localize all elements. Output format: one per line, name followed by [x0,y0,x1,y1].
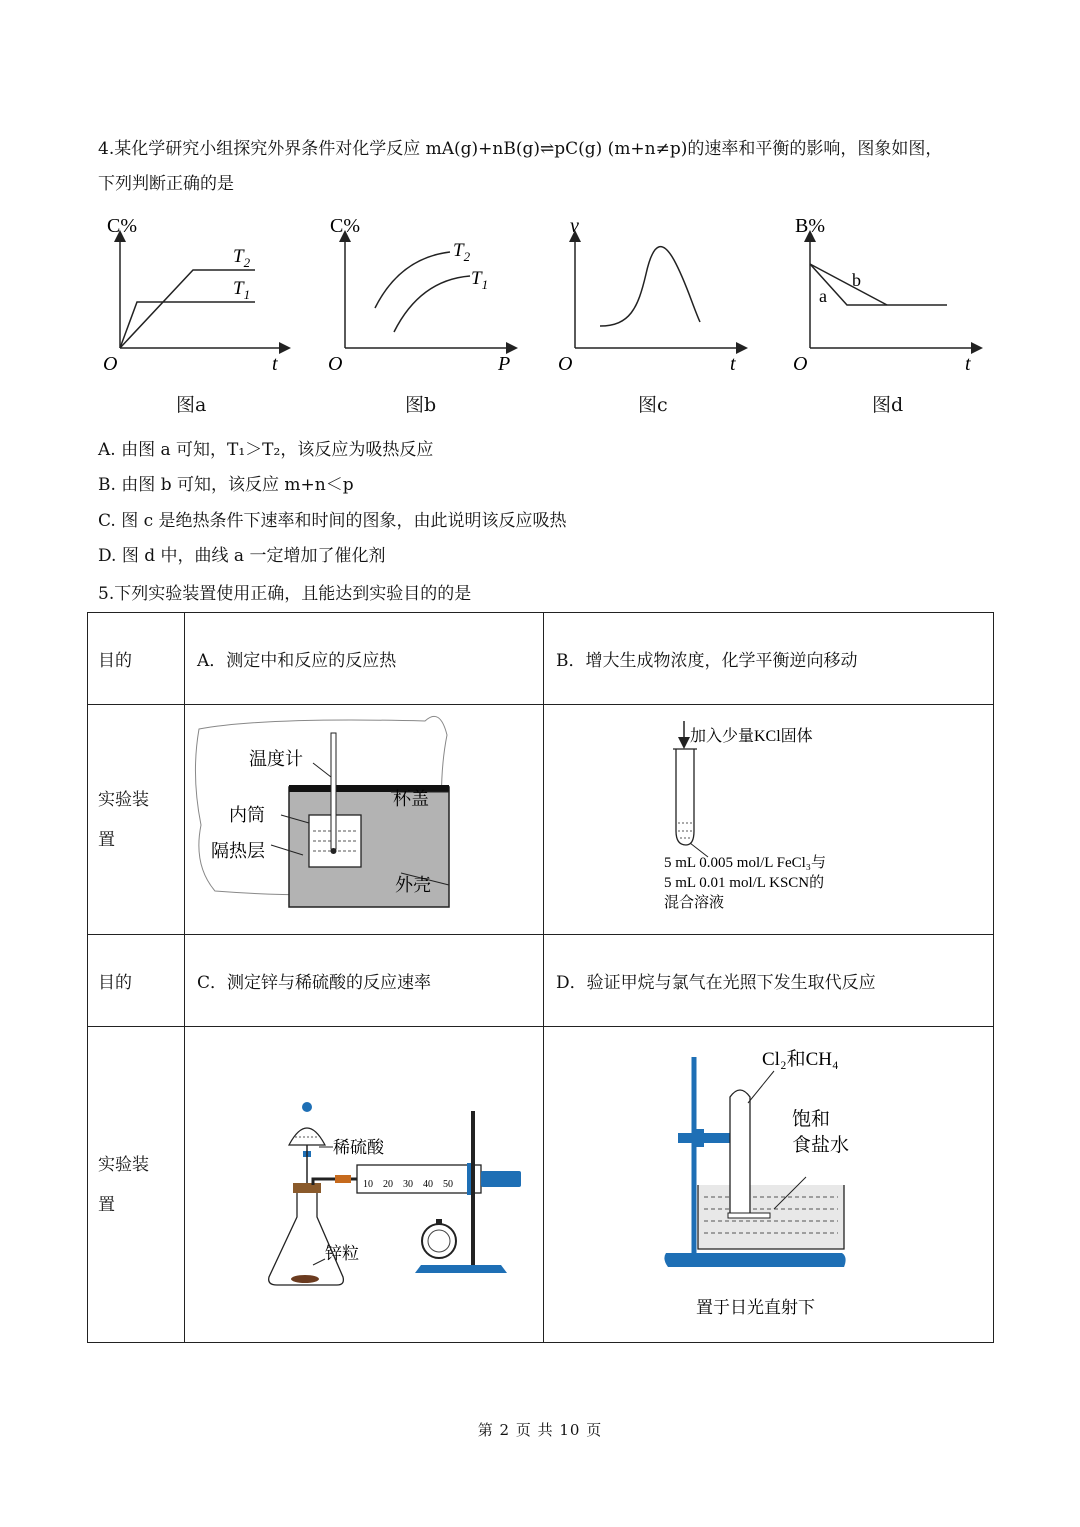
syringe-tick: 30 [403,1179,413,1190]
label-lid: 杯盖 [393,789,429,809]
label-brine-1: 饱和 [792,1109,831,1130]
funnel-stopper [302,1102,312,1112]
label-shell: 外壳 [395,875,431,895]
label-inner: 内筒 [229,805,265,825]
q4-option-b: B. 由图 b 可知，该反应 m+n＜p [98,475,354,495]
label-zinc: 锌粒 [325,1244,359,1263]
figure-d-caption: 图d [872,394,904,416]
y-axis-label: v [570,215,579,237]
label-sunlight-note: 置于日光直射下 [696,1298,815,1317]
origin-label: O [328,353,343,375]
figure-a [95,208,295,378]
table-row [88,613,994,705]
curve-label-b: b [852,270,861,290]
methane-chlorination-diagram [544,1027,981,1337]
stopwatch [422,1224,456,1258]
label-add-kcl: 加入少量KCl固体 [690,728,813,745]
water-trough [698,1185,844,1249]
table-row [88,1027,994,1343]
conical-flask [269,1191,344,1285]
cell-apparatus-c [185,1027,544,1343]
label-solution-1: 5 mL 0.005 mol/L FeCl₃与 [664,855,827,871]
y-axis-label: B% [795,215,825,237]
stopwatch-crown [436,1219,442,1224]
cell-apparatus-b [544,705,994,935]
origin-label: O [103,353,118,375]
syringe-tick: 20 [383,1179,393,1190]
label-gas: Cl₂和CH₄ [762,1049,839,1070]
q5-stem: 5.下列实验装置使用正确，且能达到实验目的的是 [98,584,472,604]
x-axis-label: t [730,353,736,375]
q4-option-a: A. 由图 a 可知，T₁＞T₂，该反应为吸热反应 [98,440,434,460]
curve-t2 [375,252,450,308]
origin-label: O [793,353,808,375]
cell-purpose-c: C．测定锌与稀硫酸的反应速率 [185,935,544,1027]
row-label-apparatus [88,1027,185,1343]
syringe-plunger [481,1171,521,1187]
test-tube-diagram [544,705,981,929]
curve-label-a: a [819,286,827,306]
curve-a [810,264,947,305]
curve-t1 [394,276,470,332]
origin-label: O [558,353,573,375]
figure-a-caption: 图a [176,394,207,416]
curve-label-t2: $T_2$ [453,240,471,264]
leader-line [748,1071,774,1103]
row-label-purpose: 目的 [88,935,185,1027]
q4-option-d: D. 图 d 中，曲线 a 一定增加了催化剂 [98,546,386,566]
figure-c-caption: 图c [638,394,668,416]
curve-label-t1: $T_1$ [233,278,251,302]
rubber-tube [335,1175,351,1183]
figure-c [550,208,750,378]
y-axis-label: C% [330,215,360,237]
flask-stopper [293,1183,321,1193]
row-label-purpose: 目的 [88,613,185,705]
figure-b-caption: 图b [405,394,437,416]
calorimeter-diagram [185,705,531,929]
curve-label-t2: $T_2$ [233,246,251,270]
cell-purpose-a: A．测定中和反应的反应热 [185,613,544,705]
clamp-boss [694,1129,704,1147]
stand-base [664,1253,845,1267]
syringe-tick: 50 [443,1179,453,1190]
rate-curve [600,247,700,326]
cell-purpose-b: B．增大生成物浓度，化学平衡逆向移动 [544,613,994,705]
x-axis-label: P [498,353,511,375]
experiment-table [87,612,994,1343]
stand-base [415,1265,507,1273]
zinc-rate-diagram [185,1027,531,1337]
label-sulfuric-acid: 稀硫酸 [333,1138,384,1157]
cell-apparatus-a [185,705,544,935]
label-insulation: 隔热层 [211,841,265,861]
leader-line [313,763,331,777]
row-label-apparatus-text: 实验装置 [98,789,149,850]
label-solution-3: 混合溶液 [664,895,725,911]
row-label-apparatus [88,705,185,935]
tube-mouth [728,1213,770,1218]
inverted-test-tube [730,1090,750,1217]
page-footer: 第 2 页 共 10 页 [477,1421,603,1439]
x-axis-label: t [965,353,971,375]
q4-option-c: C. 图 c 是绝热条件下速率和时间的图象，由此说明该反应吸热 [98,511,567,531]
label-brine-2: 食盐水 [792,1135,850,1156]
x-axis-label: t [272,353,278,375]
q4-stem-line2: 下列判断正确的是 [98,174,234,194]
figure-d [785,208,985,378]
curve-label-t1: $T_1$ [471,268,489,292]
syringe-tick: 10 [363,1179,373,1190]
table-row [88,705,994,935]
syringe-tick: 40 [423,1179,433,1190]
table-row [88,935,994,1027]
q4-stem-line1: 4.某化学研究小组探究外界条件对化学反应 mA(g)+nB(g)⇌pC(g) (m+n≠p)的速率和平衡的影响，图象如图， [98,139,943,159]
row-label-apparatus-text: 实验装置 [98,1154,149,1215]
thermometer [331,733,336,849]
label-solution-2: 5 mL 0.01 mol/L KSCN的 [664,875,825,891]
curve-t1 [120,302,255,348]
label-thermometer: 温度计 [249,749,303,769]
cell-apparatus-d [544,1027,994,1343]
thermometer-bulb [331,848,337,854]
syringe-barrel [357,1165,481,1193]
y-axis-label: C% [107,215,137,237]
zinc-granules [291,1275,319,1283]
figure-b [320,208,520,378]
cell-purpose-d: D．验证甲烷与氯气在光照下发生取代反应 [544,935,994,1027]
